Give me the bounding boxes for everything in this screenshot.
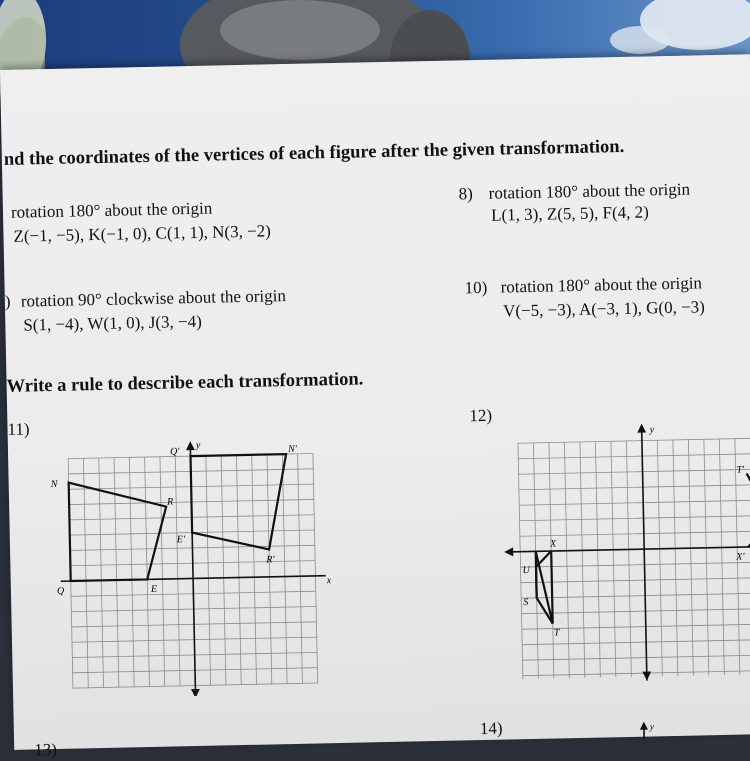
graph-12-label-X-prime: X': [735, 551, 745, 562]
graph-11-label-Q-prime: Q': [170, 446, 180, 457]
graph-14-y-label: y: [649, 721, 654, 731]
graph-11-label-N-prime: N': [287, 444, 298, 455]
problem-9-transformation: rotation 90° clockwise about the origin: [21, 286, 286, 312]
graph-12-y-label: y: [649, 424, 655, 435]
graph-11-label-Q: Q: [57, 586, 65, 597]
graph-12-label-T: T: [554, 627, 561, 638]
graph-13-number: 13): [34, 740, 57, 760]
graph-11: [38, 433, 333, 699]
graph-12-y-arrow-icon: [637, 424, 646, 433]
graph-11-y-arrow-down-icon: [191, 689, 200, 698]
graph-14-number: 14): [480, 719, 503, 739]
graph-14: [624, 719, 664, 740]
problem-10-number: 10): [464, 278, 487, 298]
problem-8-transformation: rotation 180° about the origin: [488, 180, 690, 204]
problem-8-vertices: L(1, 3), Z(5, 5), F(4, 2): [491, 202, 649, 225]
graph-12-original-side: [551, 551, 553, 623]
graph-12-label-X: X: [549, 538, 557, 549]
graph-12-label-U: U: [522, 565, 530, 576]
problem-10-transformation: rotation 180° about the origin: [500, 273, 702, 297]
problem-8-number: 8): [458, 184, 473, 204]
problem-10-vertices: V(−5, −3), A(−3, 1), G(0, −3): [503, 297, 705, 321]
graph-14-y-arrow-icon: [640, 722, 648, 730]
problem-9-vertices: S(1, −4), W(1, 0), J(3, −4): [23, 312, 202, 336]
instructions-heading: nd the coordinates of the vertices of each figure after the given transformation.: [4, 137, 625, 171]
graph-11-label-E: E: [150, 584, 157, 595]
problem-7-vertices: Z(−1, −5), K(−1, 0), C(1, 1), N(3, −2): [13, 221, 271, 246]
graph-12-number: 12): [469, 406, 492, 426]
graph-11-x-label: x: [326, 575, 332, 586]
graph-12-x-axis: [506, 547, 750, 552]
graph-12-grid: [518, 438, 750, 679]
graph-11-image-figure: [191, 454, 289, 551]
graph-12-x-arrow-icon: [504, 547, 513, 556]
graph-11-label-N: N: [50, 479, 59, 490]
graph-11-original-figure: [69, 481, 168, 581]
graph-11-label-R-prime: R': [265, 554, 275, 565]
graph-12-y-arrow-down-icon: [642, 671, 651, 680]
section-heading: Write a rule to describe each transformation.: [6, 369, 363, 397]
graph-12: [499, 416, 750, 686]
graph-11-label-E-prime: E': [176, 534, 186, 545]
worksheet-page: [0, 54, 750, 750]
graph-11-number: 11): [7, 419, 29, 439]
problem-9-number: ): [5, 292, 11, 312]
graph-12-label-S: S: [523, 597, 528, 608]
problem-7-transformation: rotation 180° about the origin: [11, 199, 213, 223]
graph-11-y-label: y: [195, 440, 201, 451]
graph-11-label-R: R: [166, 496, 173, 507]
graph-11-y-arrow-icon: [186, 441, 195, 450]
graph-12-label-T-prime: T': [736, 464, 745, 475]
